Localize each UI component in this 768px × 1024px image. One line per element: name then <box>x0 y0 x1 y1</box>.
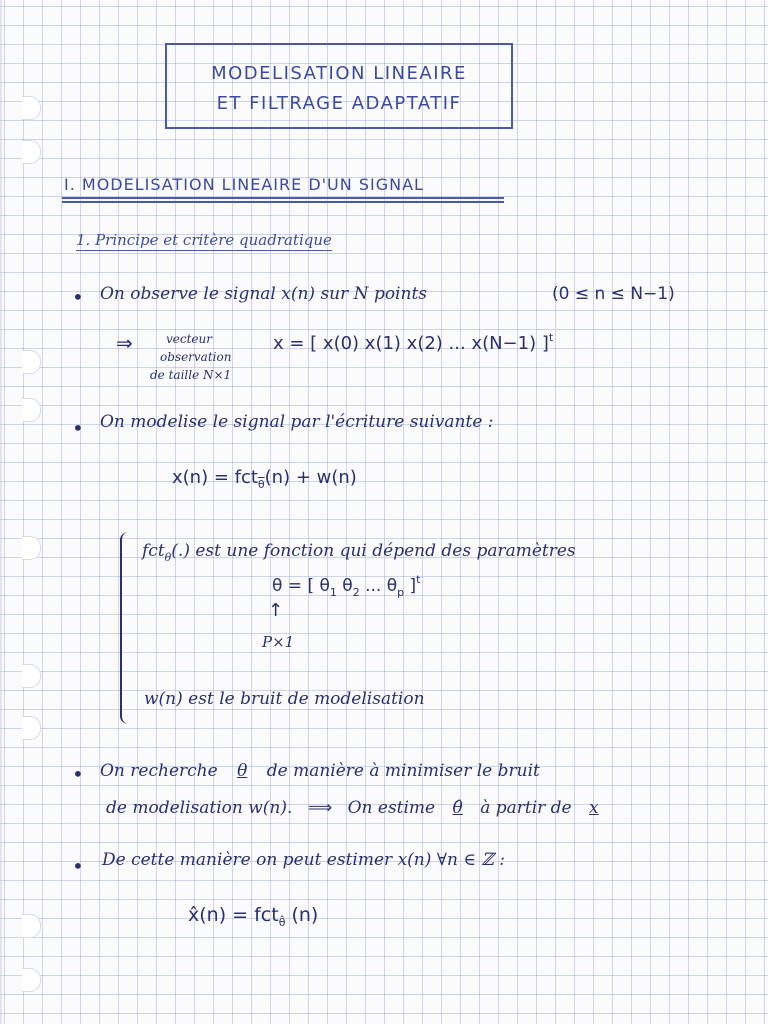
vector-label-3: de taille N×1 <box>150 368 232 382</box>
bullet: • <box>72 854 84 878</box>
bullet1-range: (0 ≤ n ≤ N−1) <box>552 284 675 304</box>
estimation-equation <box>188 904 318 929</box>
theta-dots: ... θ <box>359 576 398 596</box>
vector-label-2: observation <box>160 350 232 364</box>
fct-definition <box>142 541 576 564</box>
fct-def-a: fct <box>142 541 165 561</box>
implies-arrow: ⇒ <box>116 331 133 355</box>
binder-hole <box>22 140 41 164</box>
section-heading: I. MODELISATION LINEAIRE D'UN SIGNAL <box>64 175 424 194</box>
estimation-rhs: (n) <box>285 904 319 926</box>
binder-hole <box>22 96 41 120</box>
binder-hole <box>22 968 41 992</box>
theta-1: 1 <box>329 586 337 599</box>
binder-hole <box>22 398 41 422</box>
bullet3-line1 <box>100 761 540 781</box>
bullet1-text: On observe le signal x(n) sur N points <box>100 284 428 304</box>
model-equation-sub: θ <box>257 478 265 491</box>
binder-hole <box>22 716 41 740</box>
model-equation-lhs: x(n) = fct <box>172 467 258 488</box>
bullet: • <box>72 416 84 440</box>
theta-hat-symbol: θ̂ <box>452 798 463 818</box>
binder-hole <box>22 536 41 560</box>
theta-size: P×1 <box>262 633 295 651</box>
bullet3-line2b: On estime <box>347 798 436 818</box>
title-box <box>165 43 513 129</box>
up-arrow: ↑ <box>268 600 284 621</box>
fct-def-b: (.) est une fonction qui dépend des paramètres <box>171 541 576 561</box>
estimation-sub: θ̂ <box>278 916 286 929</box>
bullet3-line1b: de manière à minimiser le bruit <box>266 761 540 781</box>
brace <box>120 532 136 724</box>
transpose-mark: t <box>548 331 554 344</box>
title-line-2: ET FILTRAGE ADAPTATIF <box>216 93 462 114</box>
bullet: • <box>72 285 84 309</box>
bullet4-text: De cette manière on peut estimer x(n) ∀n ∈ ℤ : <box>102 850 505 870</box>
fct-def-sub: θ <box>164 551 172 564</box>
observation-vector <box>273 331 553 354</box>
model-equation <box>172 467 357 491</box>
model-equation-rhs: (n) + w(n) <box>264 467 357 488</box>
theta-p: p <box>397 586 405 599</box>
theta-vector <box>272 573 420 599</box>
heading-underline <box>62 197 504 199</box>
heading-underline <box>62 201 504 203</box>
theta-eq: θ = [ θ <box>272 576 330 596</box>
binder-hole <box>22 914 41 938</box>
bullet3-line2c: à partir de <box>480 798 572 818</box>
title-line-1: MODELISATION LINEAIRE <box>211 63 467 84</box>
subsection-heading: 1. Principe et critère quadratique <box>76 231 332 249</box>
theta-mid1: θ <box>336 576 353 596</box>
binder-hole <box>22 664 41 688</box>
vector-label-1: vecteur <box>166 332 212 346</box>
page-edge <box>0 0 2 1024</box>
observation-vector-eq: x = [ x(0) x(1) x(2) ... x(N−1) ] <box>273 333 549 354</box>
theta-2: 2 <box>352 586 360 599</box>
bullet: • <box>72 762 84 786</box>
bullet2-text: On modelise le signal par l'écriture suivante : <box>100 412 494 432</box>
theta-transpose: t <box>416 573 421 586</box>
x-vector-symbol: x <box>589 798 599 818</box>
bullet3-line1a: On recherche <box>100 761 218 781</box>
implies-arrow-2: ⟹ <box>307 798 333 818</box>
bullet3-line2 <box>106 798 599 818</box>
theta-symbol: θ <box>237 761 248 781</box>
binder-hole <box>22 350 41 374</box>
theta-close: ] <box>404 576 417 596</box>
estimation-lhs: x̂(n) = fct <box>188 904 279 926</box>
bullet3-line2a: de modelisation w(n). <box>106 798 293 818</box>
noise-definition: w(n) est le bruit de modelisation <box>144 689 425 709</box>
